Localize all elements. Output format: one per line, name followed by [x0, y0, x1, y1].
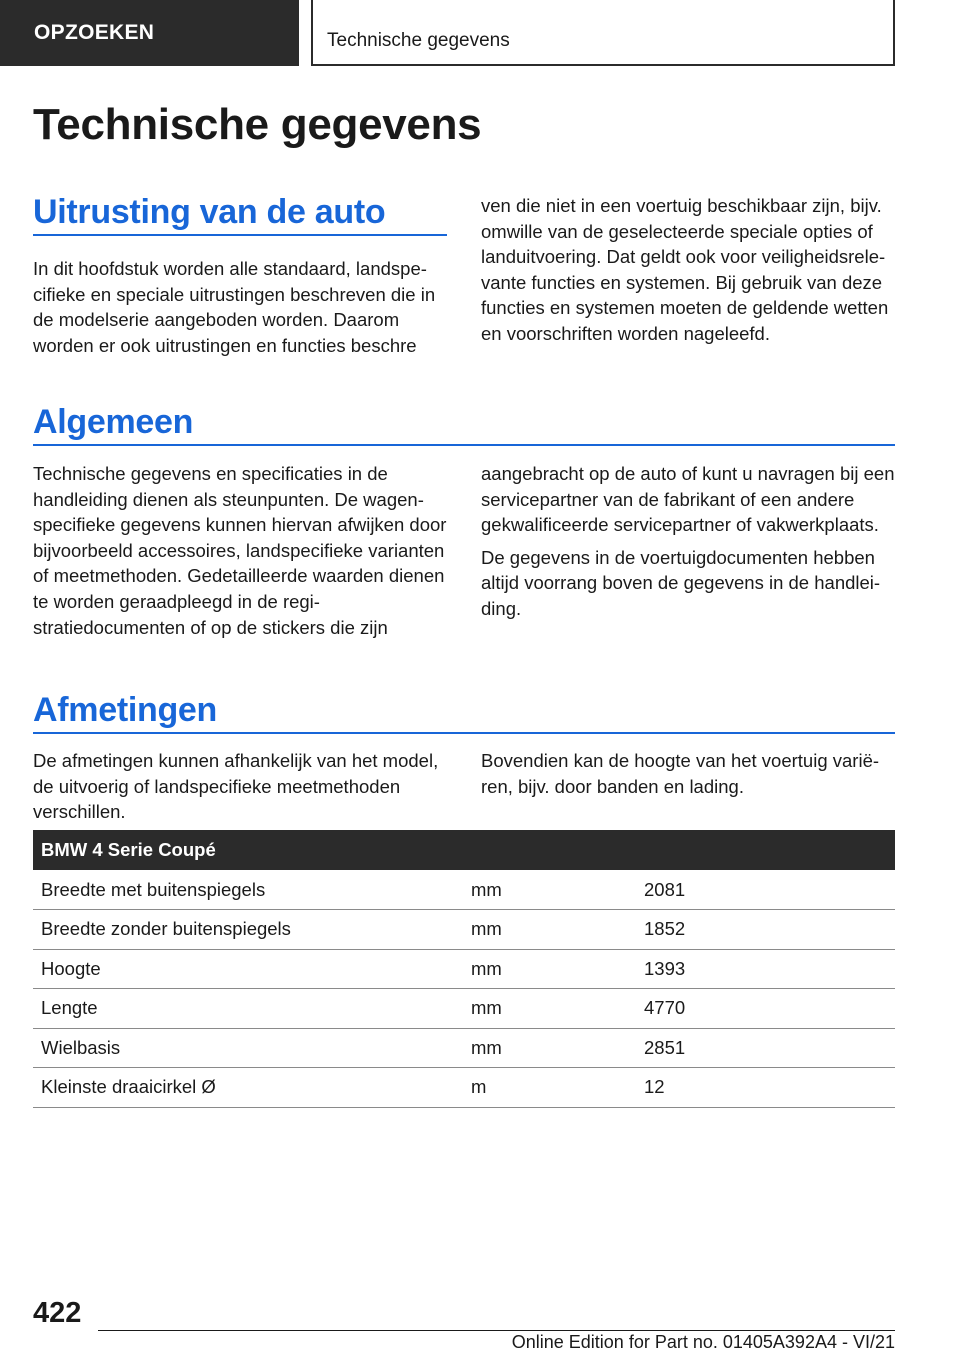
afmetingen-text-right: Bovendien kan de hoogte van het voertuig variëren, bijv. door banden en lading. — [481, 750, 880, 797]
table-header-row — [33, 830, 895, 870]
table-row — [33, 989, 895, 1029]
algemeen-text-right — [481, 461, 899, 622]
table-row — [33, 1068, 895, 1108]
row-value: 12 — [636, 1068, 895, 1108]
row-value: 2081 — [636, 870, 895, 910]
row-label: Breedte met buitenspiegels — [33, 870, 463, 910]
row-unit: m — [463, 1068, 636, 1108]
row-label: Kleinste draaicirkel Ø — [33, 1068, 463, 1108]
uitrusting-text-left: In dit hoofdstuk worden alle standaard, landspecifieke en speciale uitrustingen beschreven die in de modelserie aangeboden worden. Daarom worden er ook uitrustingen en functies beschre — [33, 258, 436, 356]
footer-rule — [98, 1330, 895, 1331]
algemeen-text-left: Technische gegevens en specificaties in de handleiding dienen als steunpunten. De wagenspecifieke gegevens kunnen hiervan afwijken door bijvoorbeeld accessoires, landspecifieke varianten of meetmethoden. Gedetailleerde waarden dienen te worden geraadpleegd in de registratiedocumenten of op de stickers die zijn — [33, 463, 447, 638]
footer-edition: Online Edition for Part no. 01405A392A4 - VI/21 — [511, 1332, 895, 1352]
table-title: BMW 4 Serie Coupé — [33, 830, 895, 870]
row-unit: mm — [463, 910, 636, 950]
row-label: Breedte zonder buitenspiegels — [33, 910, 463, 950]
heading-afmetingen: Afmetingen — [33, 691, 218, 729]
row-value: 1852 — [636, 910, 895, 950]
row-label: Hoogte — [33, 949, 463, 989]
algemeen-paragraph: De gegevens in de voertuigdocumenten hebben altijd voorrang boven de gegevens in de handleiding. — [481, 546, 881, 619]
row-label: Lengte — [33, 989, 463, 1029]
uitrusting-text-right: ven die niet in een voertuig beschikbaar zijn, bijv. omwille van de geselecteerde speciale opties of landuitvoering. Dat geldt ook voor veiligheidsrelevante functies en systemen. Bij gebruik van deze functies en systemen moeten de geldende wetten en voorschriften worden nageleefd. — [481, 195, 889, 344]
page-header — [0, 0, 960, 66]
header-title: Technische gegevens — [311, 0, 895, 66]
algemeen-paragraph: aangebracht op de auto of kunt u navragen bij een servicepartner van de fabrikant of een andere gekwalificeerde servicepartner of vakwerkplaats. — [481, 463, 895, 536]
table-row — [33, 1028, 895, 1068]
row-value: 4770 — [636, 989, 895, 1029]
afmetingen-text-left: De afmetingen kunnen afhankelijk van het model, de uitvoerig of landspecifieke meetmethoden verschillen. — [33, 750, 439, 823]
row-value: 2851 — [636, 1028, 895, 1068]
row-label: Wielbasis — [33, 1028, 463, 1068]
table-row — [33, 910, 895, 950]
section-tab: OPZOEKEN — [0, 0, 299, 66]
page-title: Technische gegevens — [33, 100, 482, 149]
table-row — [33, 870, 895, 910]
heading-algemeen: Algemeen — [33, 403, 194, 441]
row-unit: mm — [463, 989, 636, 1029]
heading-uitrusting: Uitrusting van de auto — [33, 193, 386, 231]
row-unit: mm — [463, 870, 636, 910]
heading-rule-afmetingen — [33, 732, 895, 734]
page-number: 422 — [33, 1297, 82, 1329]
row-unit: mm — [463, 949, 636, 989]
table-row — [33, 949, 895, 989]
row-unit: mm — [463, 1028, 636, 1068]
dimensions-table — [33, 830, 895, 1108]
heading-rule-uitrusting — [33, 234, 447, 236]
heading-rule-algemeen — [33, 444, 895, 446]
row-value: 1393 — [636, 949, 895, 989]
